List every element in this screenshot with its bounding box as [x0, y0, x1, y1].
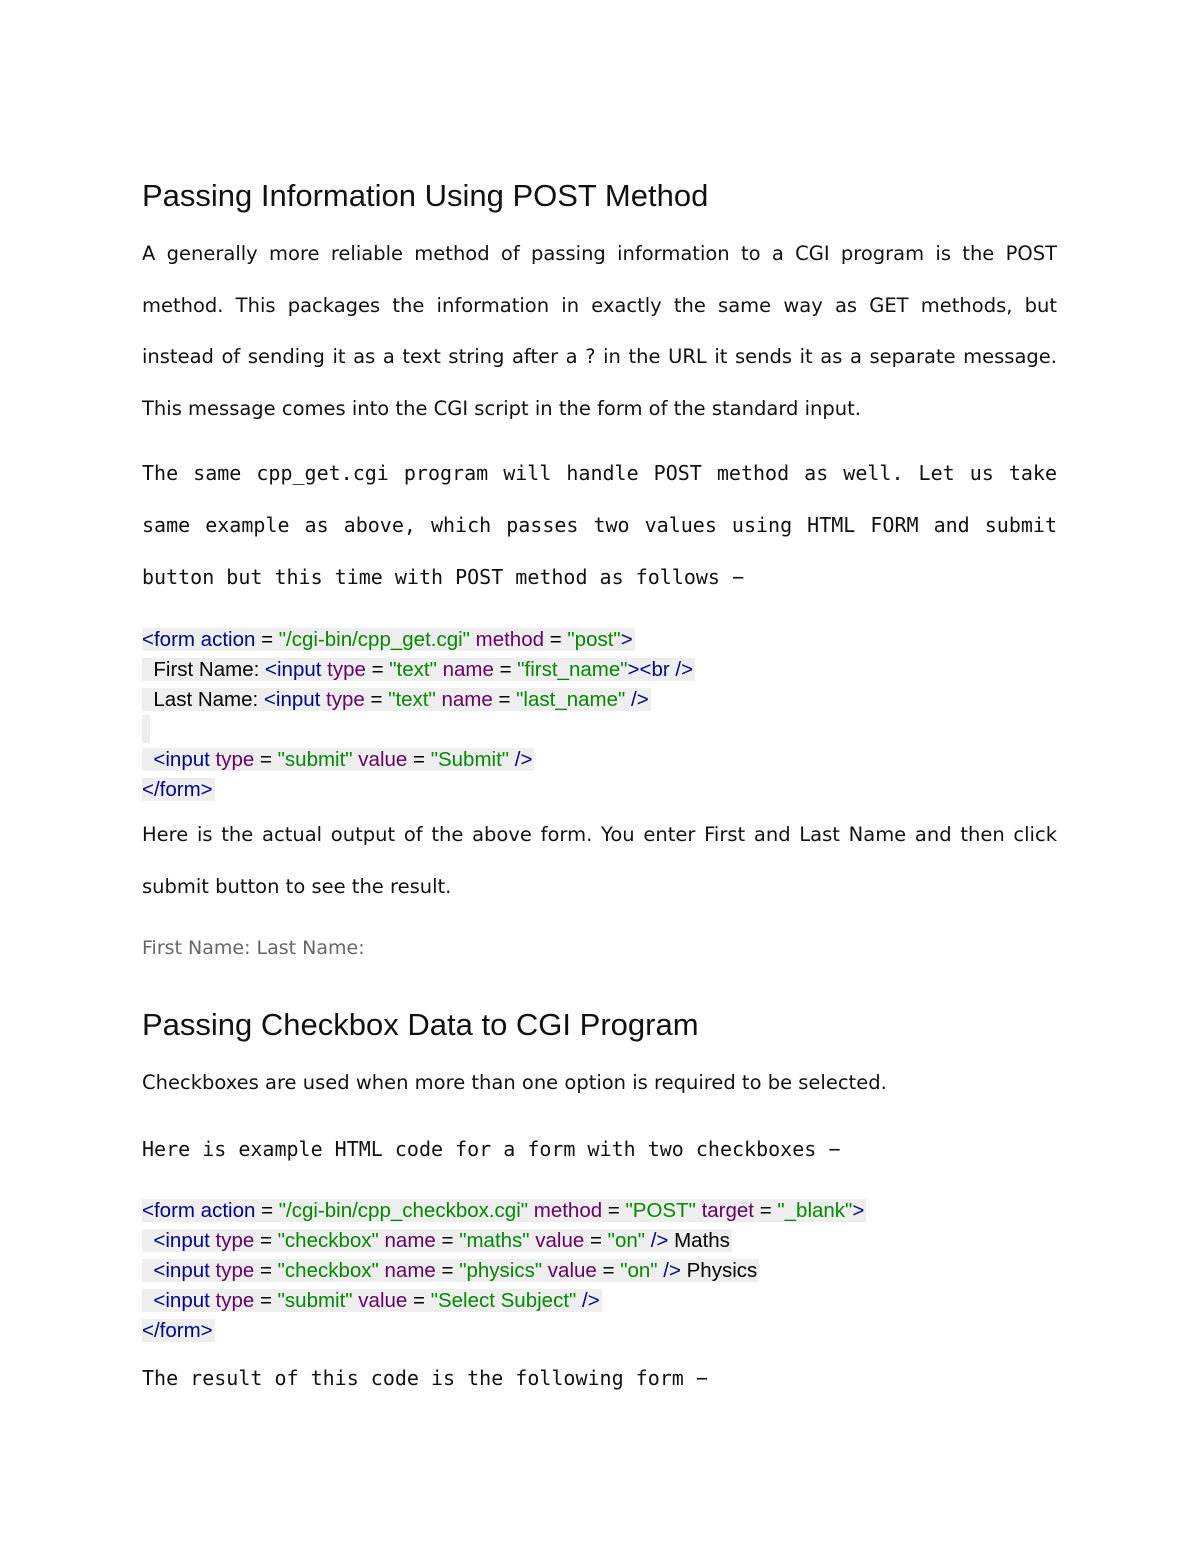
post-form-code-block	[142, 625, 695, 805]
code-line: </form>	[142, 778, 213, 801]
code-line: <input type = "submit" value = "Select Subject" />	[142, 1289, 600, 1312]
code-line: <form action = "/cgi-bin/cpp_checkbox.cgi" method = "POST" target = "_blank">	[142, 1199, 865, 1222]
code-line: <form action = "/cgi-bin/cpp_get.cgi" method = "post">	[142, 628, 633, 651]
post-method-intro-paragraph: A generally more reliable method of passing information to a CGI program is the POST method. This packages the information in exactly the same way as GET methods, but instead of sending it as a text string after a ? in the URL it sends it as a separate message. This message comes into the CGI script in the form of the standard input.	[142, 242, 1057, 420]
section-heading-post-method: Passing Information Using POST Method	[142, 178, 709, 213]
form-output-paragraph: Here is the actual output of the above form. You enter First and Last Name and then click submit button to see the result.	[142, 823, 1057, 898]
checkbox-form-code-block	[142, 1196, 866, 1346]
post-method-example-paragraph: The same cpp_get.cgi program will handle POST method as well. Let us take same example as above, which passes two values using HTML FORM and submit button but this time with POST method as follows −	[142, 461, 1057, 589]
section-heading-checkbox: Passing Checkbox Data to CGI Program	[142, 1007, 699, 1042]
code-line: </form>	[142, 1319, 213, 1342]
checkbox-intro-paragraph: Checkboxes are used when more than one option is required to be selected.	[142, 1071, 887, 1094]
form-output-labels: First Name: Last Name:	[142, 937, 365, 959]
code-line: <input type = "submit" value = "Submit" />	[142, 748, 533, 771]
checkbox-example-paragraph: Here is example HTML code for a form with two checkboxes −	[142, 1137, 841, 1161]
document-page	[142, 0, 1057, 1553]
code-line: <input type = "checkbox" name = "physics" value = "on" /> Physics	[142, 1259, 758, 1282]
code-line: First Name: <input type = "text" name = "first_name"><br />	[142, 658, 694, 681]
code-line-empty	[142, 715, 695, 745]
code-line: Last Name: <input type = "text" name = "last_name" />	[142, 688, 649, 711]
checkbox-result-paragraph: The result of this code is the following form −	[142, 1366, 708, 1390]
code-line: <input type = "checkbox" name = "maths" value = "on" /> Maths	[142, 1229, 730, 1252]
